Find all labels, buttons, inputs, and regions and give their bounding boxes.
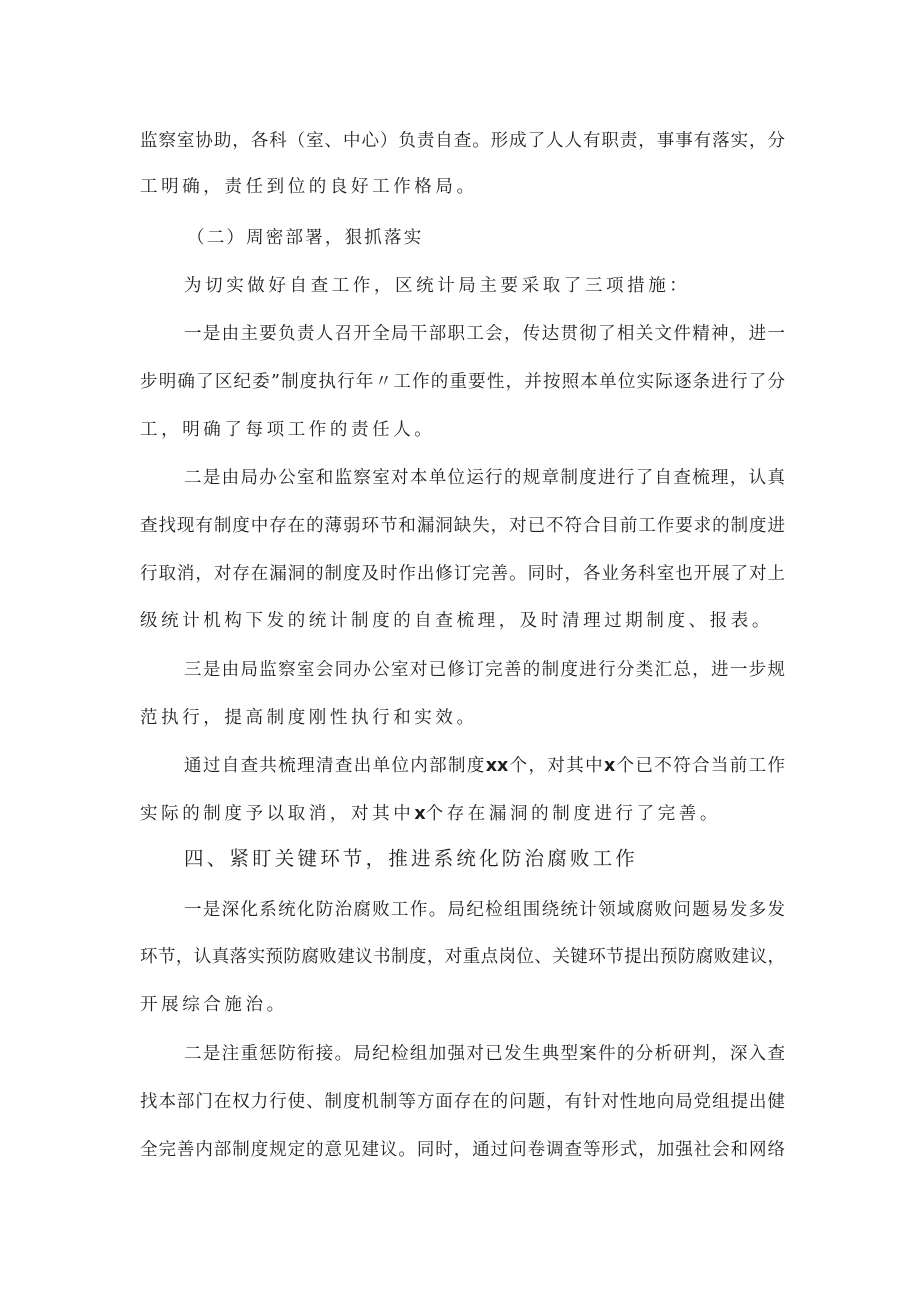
text-segment: 个存在漏洞的制度进行了完善。: [425, 804, 722, 824]
bold-placeholder: x: [603, 756, 616, 776]
text-segment: 通过自查共梳理清查出单位内部制度: [184, 756, 486, 776]
body-text-line: 工，明确了每项工作的责任人。: [140, 420, 436, 440]
body-text-line: 找本部门在权力行使、制度机制等方面存在的问题，有针对性地向局党组提出健: [140, 1092, 785, 1112]
body-text-line: 一是深化系统化防治腐败工作。局纪检组围绕统计领域腐败问题易发多发: [184, 900, 785, 920]
body-text-line: 二是由局办公室和监察室对本单位运行的规章制度进行了自查梳理，认真: [184, 468, 785, 488]
body-text-line: [184, 754, 785, 778]
body-text-line: 监察室协助，各科（室、中心）负责自查。形成了人人有职责，事事有落实，分: [140, 131, 785, 151]
body-text-line: 范执行，提高制度刚性执行和实效。: [140, 708, 478, 728]
body-text-line: 三是由局监察室会同办公室对已修订完善的制度进行分类汇总，进一步规: [184, 660, 785, 680]
text-segment: 个，对其中: [508, 756, 604, 776]
body-text-line: 一是由主要负责人召开全局干部职工会，传达贯彻了相关文件精神，进一: [184, 324, 785, 344]
section-subheading: （二）周密部署，狠抓落实: [187, 228, 424, 248]
body-text-line: 环节，认真落实预防腐败建议书制度，对重点岗位、关键环节提出预防腐败建议，: [140, 947, 785, 967]
body-text-line: 工明确，责任到位的良好工作格局。: [140, 177, 478, 197]
bold-placeholder: xx: [485, 756, 509, 776]
body-text-line: [140, 802, 785, 826]
text-segment: 个已不符合当前工作: [615, 756, 786, 776]
body-text-line: 全完善内部制度规定的意见建议。同时，通过问卷调查等形式，加强社会和网络: [140, 1140, 785, 1160]
body-text-line: 级统计机构下发的统计制度的自查梳理，及时清理过期制度、报表。: [140, 611, 773, 631]
text-segment: 实际的制度予以取消，对其中: [140, 804, 415, 824]
body-text-line: 为切实做好自查工作，区统计局主要采取了三项措施：: [184, 276, 691, 296]
section-heading: 四、紧盯关键环节，推进系统化防治腐败工作: [184, 847, 639, 870]
body-text-line: 开展综合施治。: [140, 995, 288, 1015]
body-text-line: 查找现有制度中存在的薄弱环节和漏洞缺失，对已不符合目前工作要求的制度进: [140, 516, 785, 536]
body-text-line: 行取消，对存在漏洞的制度及时作出修订完善。同时，各业务科室也开展了对上: [140, 564, 785, 584]
body-text-line: 步明确了区纪委”制度执行年〃工作的重要性，并按照本单位实际逐条进行了分: [140, 372, 785, 392]
bold-placeholder: x: [414, 804, 426, 824]
body-text-line: 二是注重惩防衔接。局纪检组加强对已发生典型案件的分析研判，深入查: [184, 1044, 785, 1064]
